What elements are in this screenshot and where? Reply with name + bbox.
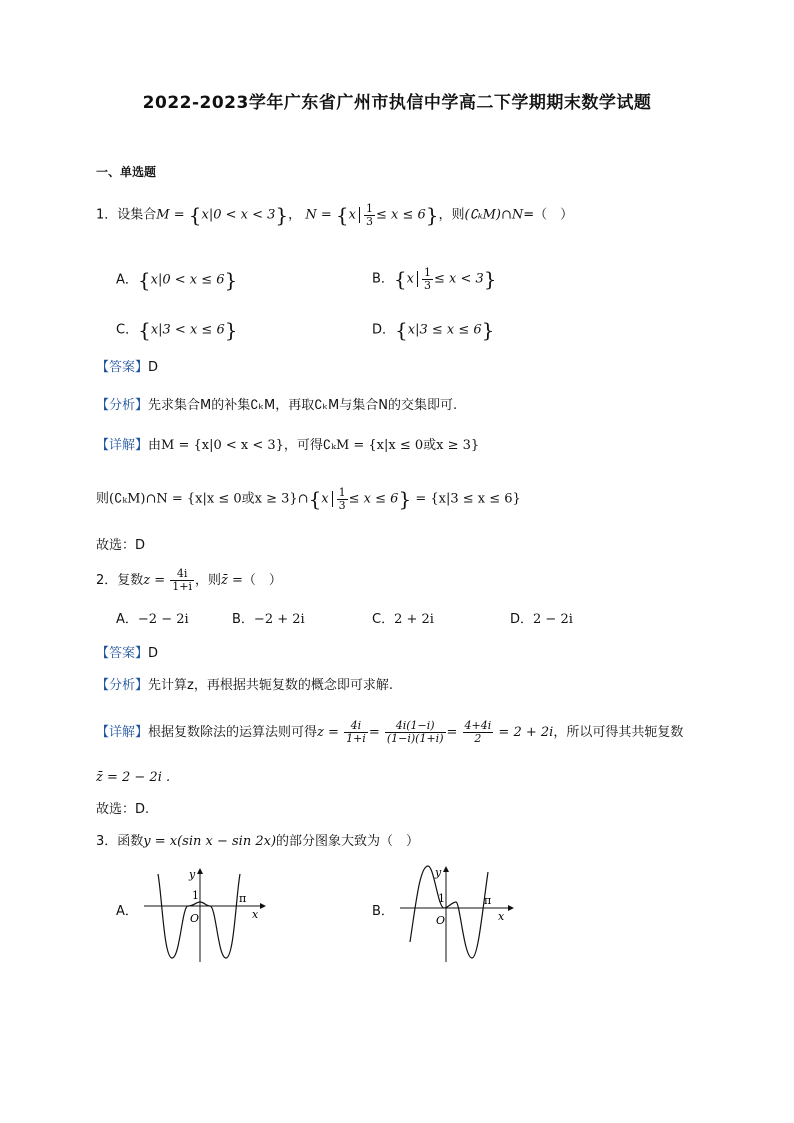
curve — [410, 866, 488, 958]
analysis-text: 先求集合M的补集∁ₖM，再取∁ₖM与集合N的交集即可. — [148, 398, 458, 413]
x-label: x — [498, 910, 505, 923]
detail-tag: 【详解】 — [96, 725, 149, 740]
y-axis-arrow — [443, 866, 449, 872]
q1-conclusion: 故选：D — [96, 538, 146, 553]
one-label: 1 — [438, 892, 445, 905]
option-text: x|3 < x ≤ 6 — [150, 322, 225, 338]
q1-answer — [96, 358, 158, 378]
q2-zbar: z̄ = — [221, 573, 243, 588]
x-axis-arrow — [260, 903, 266, 909]
q2-frac: $\frac{4i}{1+i}$ — [172, 567, 193, 593]
option-text: x — [406, 271, 414, 287]
detail-tail: ，所以可得其共轭复数 — [553, 725, 684, 740]
q1-setn-right: ≤ x ≤ 6 — [375, 207, 426, 223]
q3-prefix: 3．函数 — [96, 834, 144, 849]
option-label: B． — [232, 612, 254, 627]
q1-option-d[interactable]: D．{x|3 ≤ x ≤ 6} — [372, 318, 495, 342]
option-text: −2 − 2i — [137, 612, 189, 627]
conjugate-text: z̄ = 2 − 2i . — [96, 770, 171, 785]
option-frac: $\frac{1}{3}$ — [424, 265, 431, 292]
origin-label: O — [190, 912, 200, 925]
section-heading: 一、单选题 — [96, 165, 157, 179]
option-text-post: ≤ x < 3 — [434, 271, 484, 287]
analysis-tag: 【分析】 — [96, 678, 149, 693]
question-2 — [96, 566, 282, 596]
q3-function: y = x(sin x − sin 2x) — [143, 834, 277, 849]
q1-brace-close: } — [275, 203, 289, 227]
q2-detail-frac-1: $\frac{4i}{1+i}$ — [346, 719, 366, 745]
q1-option-c[interactable]: C．{x|3 < x ≤ 6} — [116, 318, 238, 342]
origin-label: O — [436, 914, 446, 927]
q3-suffix: 的部分图象大致为（ ） — [276, 834, 420, 849]
pi-label: π — [484, 894, 492, 907]
one-label: 1 — [192, 889, 199, 902]
q1-detail-1 — [96, 436, 479, 456]
option-label: C． — [116, 322, 139, 338]
q3-option-b-label[interactable]: B． — [372, 904, 394, 919]
q1-option-b[interactable]: B．{x $\frac{1}{3}$ ≤ x < 3} — [372, 265, 497, 292]
detail-setn-var: x — [321, 491, 329, 507]
q2-then: ，则 — [195, 573, 222, 588]
q2-option-b[interactable] — [232, 610, 305, 630]
q3-graph-a[interactable] — [140, 866, 270, 966]
detail-text: 由M = {x|0 < x < 3}，可得∁ₖM = {x|x ≤ 0或x ≥ 3} — [148, 438, 480, 453]
answer-tag: 【答案】 — [96, 360, 149, 375]
q2-analysis — [96, 676, 393, 696]
q2-answer — [96, 644, 158, 664]
q2-option-c[interactable] — [372, 610, 434, 630]
q2-option-d[interactable] — [510, 610, 573, 630]
q1-brace-open: { — [188, 203, 202, 227]
option-label: C． — [372, 612, 395, 627]
detail-frac: $\frac{1}{3}$ — [338, 485, 346, 512]
detail-text: 根据复数除法的运算法则可得 — [148, 725, 318, 740]
q1-brace-close-n: } — [425, 203, 439, 227]
y-label: y — [189, 868, 196, 881]
detail-result: = 2 + 2i — [498, 725, 554, 740]
x-axis-arrow — [508, 905, 514, 911]
option-label: D． — [372, 322, 396, 338]
q2-paren: （ ） — [242, 573, 282, 588]
option-text: 2 + 2i — [394, 612, 434, 627]
q2-prefix: 2．复数 — [96, 573, 144, 588]
option-text: −2 + 2i — [253, 612, 305, 627]
option-label: A． — [116, 272, 138, 288]
x-label: x — [252, 908, 259, 921]
y-axis-arrow — [197, 868, 203, 874]
pi-label: π — [239, 892, 247, 905]
q2-detail-frac-2: $\frac{4i(1-i)}{(1-i)(1+i)}$ — [386, 719, 444, 745]
page-title: 2022-2023学年广东省广州市执信中学高二下学期期末数学试题 — [142, 93, 652, 113]
q1-detail-2: 则(∁ₖM)∩N = {x|x ≤ 0或x ≥ 3}∩{x $\frac{1}{3}$ ≤ x ≤ 6} = {x|3 ≤ x ≤ 6} — [96, 485, 521, 512]
q1-eq: = — [173, 207, 185, 223]
question-1: 1．设集合M = {x|0 < x < 3}， N = {x $\frac{1}{3}$ ≤ x ≤ 6}，则(∁ₖM)∩N=（ ） — [96, 201, 574, 228]
q1-prefix: 1．设集合 — [96, 207, 157, 223]
q1-set-n: N — [305, 207, 317, 223]
q2-conclusion: 故选：D. — [96, 802, 150, 817]
detail-text-b: = {x|3 ≤ x ≤ 6} — [415, 491, 521, 507]
q1-setn-bar — [359, 207, 360, 223]
answer-value: D — [148, 646, 159, 661]
q1-analysis — [96, 396, 457, 416]
option-text: x|3 ≤ x ≤ 6 — [407, 322, 482, 338]
question-3 — [96, 832, 419, 852]
analysis-tag: 【分析】 — [96, 398, 149, 413]
answer-tag: 【答案】 — [96, 646, 149, 661]
option-text: 2 − 2i — [533, 612, 573, 627]
q2-detail-frac-3: $\frac{4+4i}{2}$ — [464, 719, 492, 745]
option-label: B． — [372, 271, 394, 287]
q1-paren: =（ ） — [523, 207, 574, 223]
option-label: D． — [510, 612, 534, 627]
q2-option-a[interactable] — [116, 610, 189, 630]
q3-graph-b[interactable] — [396, 862, 526, 966]
option-label: A． — [116, 612, 138, 627]
option-text: x|0 < x ≤ 6 — [150, 272, 225, 288]
analysis-text: 先计算z，再根据共轭复数的概念即可求解. — [148, 678, 393, 693]
q2-z: z = — [143, 573, 166, 588]
answer-value: D — [148, 360, 159, 375]
q1-complement-expr: (∁ₖM)∩N — [464, 207, 524, 223]
q1-setn-frac: $\frac{1}{3}$ — [365, 201, 373, 228]
q1-setn-var: x — [348, 207, 356, 223]
q1-then: ，则 — [438, 207, 465, 223]
q1-set-m: M — [156, 207, 170, 223]
y-label: y — [435, 866, 442, 879]
detail-tag: 【详解】 — [96, 438, 149, 453]
q2-detail: 【详解】根据复数除法的运算法则可得z = $\frac{4i}{1+i}$ = $\frac{4i(1-i)}{(1-i)(1+i)}$ = $\frac{4+4i}{2}$ = 2 + 2i，所以可得其共轭复数 — [96, 719, 684, 745]
detail-text-a: 则(∁ₖM)∩N = {x|x ≤ 0或x ≥ 3}∩ — [96, 491, 309, 507]
q2-conjugate — [96, 768, 170, 788]
q3-option-a-label[interactable]: A． — [116, 904, 138, 919]
q1-option-a[interactable]: A．{x|0 < x ≤ 6} — [116, 268, 238, 292]
q1-set-m-def: x|0 < x < 3 — [201, 207, 276, 223]
detail-setn-right: ≤ x ≤ 6 — [348, 491, 399, 507]
q1-sep: ， — [288, 207, 302, 223]
q1-brace-open-n: { — [335, 203, 349, 227]
